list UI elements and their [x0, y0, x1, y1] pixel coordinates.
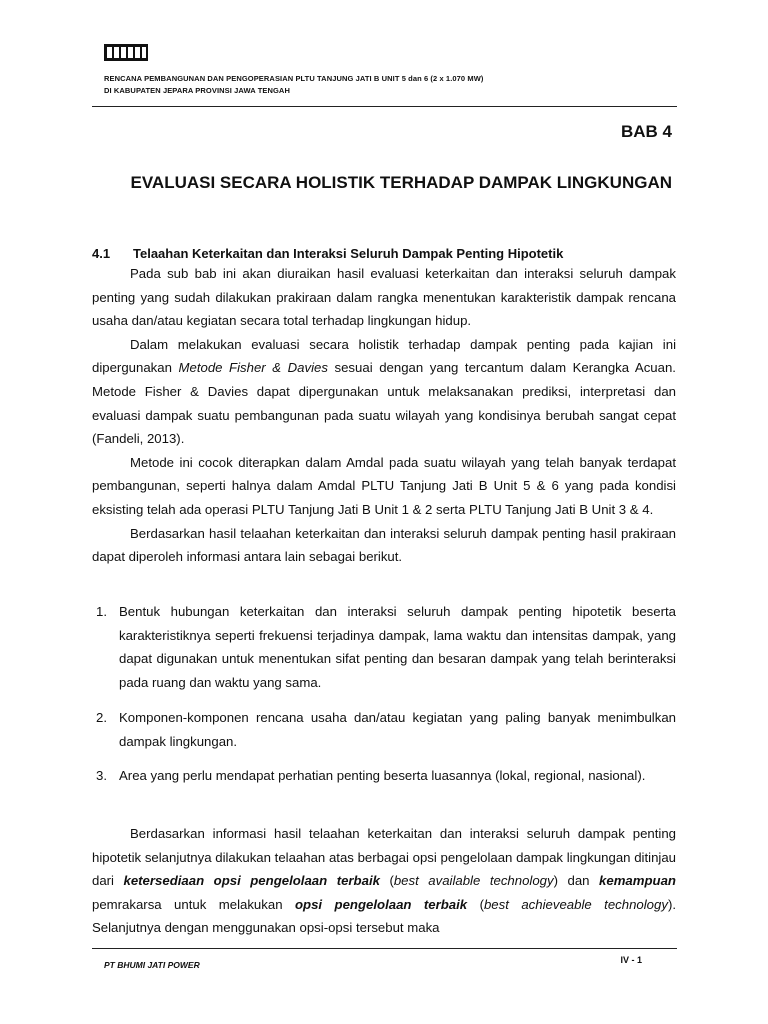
emphasis-opsi-terbaik: opsi pengelolaan terbaik [294, 896, 468, 912]
document-header-line-1: RENCANA PEMBANGUNAN DAN PENGOPERASIAN PLTU TANJUNG JATI B UNIT 5 dan 6 (2 x 1.070 MW) [104, 74, 484, 83]
paragraph-5 [92, 822, 676, 940]
footer-divider [92, 948, 677, 949]
paragraph-4: Berdasarkan hasil telaahan keterkaitan dan interaksi seluruh dampak penting hasil prakiraan dapat diperoleh informasi antara lain sebagai berikut. [92, 525, 676, 565]
footer-company: PT BHUMI JATI POWER [104, 960, 200, 970]
header-divider [92, 106, 677, 107]
method-name-italic: Metode Fisher & Davies [178, 360, 328, 376]
paragraph-2 [92, 333, 676, 451]
list-item-text: Bentuk hubungan keterkaitan dan interaksi seluruh dampak penting hipotetik beserta karakteristiknya seperti frekuensi terjadinya dampak, lama waktu dan intensitas dampak, yang dapat digunakan untuk menentukan sifat penting dan besaran dampak yang telah berinteraksi pada ruang dan waktu yang sama. [119, 604, 676, 690]
term-best-achieveable-technology: best achieveable technology [483, 896, 668, 912]
paragraph-5-text-d: pemrakarsa untuk melakukan [92, 896, 295, 912]
body-paragraphs [92, 262, 676, 569]
paragraph-5-text-c: ) dan [553, 873, 600, 889]
section-title: Telaahan Keterkaitan dan Interaksi Seluruh Dampak Penting Hipotetik [133, 246, 564, 261]
chapter-label: BAB 4 [620, 122, 672, 141]
paragraph-2-text-a: Dalam melakukan evaluasi secara holistik terhadap dampak penting pada kajian ini dipergunakan [92, 336, 676, 376]
list-item [92, 706, 676, 753]
emphasis-kemampuan: kemampuan [599, 873, 676, 889]
paragraph-5-text-f: ). Selanjutnya dengan menggunakan opsi-opsi tersebut maka [92, 896, 676, 936]
emphasis-best-available: ketersediaan opsi pengelolaan terbaik [123, 873, 380, 889]
list-item-number: 3. [96, 768, 107, 783]
paragraph-5-text-b: ( [379, 873, 394, 889]
company-logo-icon [104, 44, 148, 61]
list-item-text: Komponen-komponen rencana usaha dan/atau kegiatan yang paling banyak menimbulkan dampak lingkungan. [119, 710, 676, 749]
chapter-title: EVALUASI SECARA HOLISTIK TERHADAP DAMPAK LINGKUNGAN [130, 173, 672, 192]
paragraph-1: Pada sub bab ini akan diuraikan hasil evaluasi keterkaitan dan interaksi seluruh dampak penting yang sudah dilakukan prakiraan dalam rangka menentukan karakteristik dampak rencana usaha dan/atau kegiatan secara total terhadap lingkungan hidup. [92, 266, 676, 329]
list-item-number: 2. [96, 710, 107, 725]
page-number: IV - 1 [620, 955, 642, 965]
paragraph-5-text-e: ( [467, 896, 484, 912]
section-number: 4.1 [92, 246, 111, 261]
document-header-line-2: DI KABUPATEN JEPARA PROVINSI JAWA TENGAH [104, 86, 290, 95]
term-best-available-technology: best available technology [393, 873, 554, 889]
list-item [92, 764, 676, 788]
paragraph-2-text-b: sesuai dengan yang tercantum dalam Kerangka Acuan. Metode Fisher & Davies dapat dipergunakan untuk melaksanakan prediksi, interpretasi dan evaluasi dampak suatu pembangunan pada suatu wilayah yang kondisinya berubah sangat cepat (Fandeli, 2013). [92, 360, 676, 447]
list-item [92, 600, 676, 694]
list-item-text: Area yang perlu mendapat perhatian penting beserta luasannya (lokal, regional, nasional). [119, 768, 646, 783]
list-item-number: 1. [96, 604, 107, 619]
paragraph-5-text-a: Berdasarkan informasi hasil telaahan keterkaitan dan interaksi seluruh dampak penting hipotetik selanjutnya dilakukan telaahan atas berbagai opsi pengelolaan dampak lingkungan ditinjau dari [92, 826, 676, 889]
paragraph-3: Metode ini cocok diterapkan dalam Amdal pada suatu wilayah yang telah banyak terdapat pembangunan, seperti halnya dalam Amdal PLTU Tanjung Jati B Unit 5 & 6 yang pada kondisi eksisting telah ada operasi PLTU Tanjung Jati B Unit 1 & 2 serta PLTU Tanjung Jati B Unit 3 & 4. [92, 454, 676, 517]
section-heading [92, 246, 563, 261]
